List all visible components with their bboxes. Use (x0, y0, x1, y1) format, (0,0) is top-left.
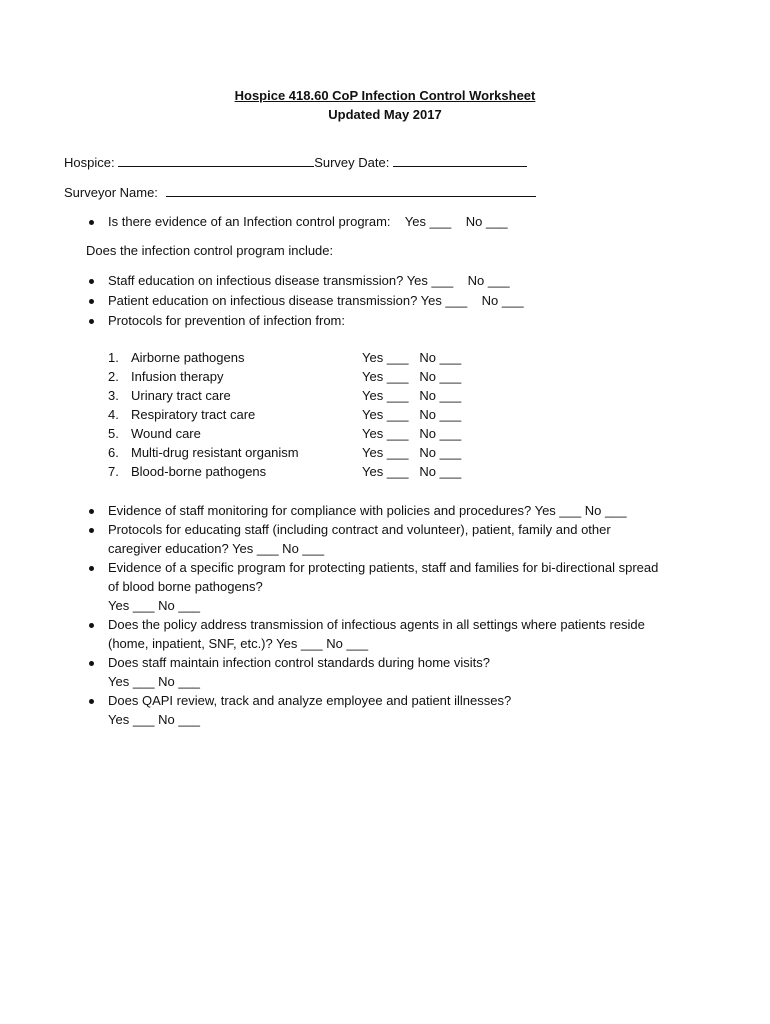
yes-option[interactable]: Yes ___ (362, 445, 409, 460)
bullet-icon (89, 279, 94, 284)
no-option[interactable]: No ___ (419, 407, 462, 422)
no-option[interactable]: No ___ (467, 273, 510, 288)
bullet-icon (89, 661, 94, 666)
page-subtitle: Updated May 2017 (328, 107, 442, 122)
item-number: 3. (108, 388, 119, 403)
question-text: Evidence of staff monitoring for compliance with policies and procedures? Yes ___ No ___ (108, 503, 627, 518)
surveyor-field-row (64, 183, 536, 202)
item-number: 7. (108, 464, 119, 479)
question-text: Does the policy address transmission of infectious agents in all settings where patients reside (108, 617, 645, 632)
protocol-label: Multi-drug resistant organism (131, 445, 299, 460)
hospice-field-row (64, 153, 527, 172)
item-number: 4. (108, 407, 119, 422)
protocol-label: Urinary tract care (131, 388, 231, 403)
bullet-icon (89, 299, 94, 304)
protocol-label: Blood-borne pathogens (131, 464, 267, 479)
section-heading: Does the infection control program include: (86, 243, 334, 258)
no-option[interactable]: No ___ (481, 293, 524, 308)
yes-option[interactable]: Yes ___ (362, 464, 409, 479)
list-item (86, 291, 686, 310)
no-option[interactable]: No ___ (419, 464, 462, 479)
protocol-label: Airborne pathogens (131, 350, 245, 365)
page-title: Hospice 418.60 CoP Infection Control Worksheet (234, 88, 536, 103)
hospice-label: Hospice: (64, 155, 115, 170)
bullet-icon (89, 319, 94, 324)
item-number: 2. (108, 369, 119, 384)
yes-option[interactable]: Yes ___ (362, 369, 409, 384)
question-text: caregiver education? Yes ___ No ___ (108, 541, 325, 556)
question-text: Protocols for educating staff (including contract and volunteer), patient, family and other (108, 522, 611, 537)
list-item (86, 212, 686, 231)
question-text: Yes ___ No ___ (108, 598, 201, 613)
no-option[interactable]: No ___ (419, 369, 462, 384)
surveyor-label: Surveyor Name: (64, 185, 158, 200)
item-number: 6. (108, 445, 119, 460)
list-item (86, 271, 686, 290)
surveyor-input-line[interactable] (166, 183, 536, 197)
question-text: Yes ___ No ___ (108, 712, 201, 727)
bullet-icon (89, 220, 94, 225)
question-text: Staff education on infectious disease transmission? Yes ___ (108, 273, 454, 288)
bullet-icon (89, 699, 94, 704)
question-text: Patient education on infectious disease transmission? Yes ___ (108, 293, 468, 308)
protocol-label: Respiratory tract care (131, 407, 256, 422)
question-text: Yes ___ No ___ (108, 674, 201, 689)
item-number: 5. (108, 426, 119, 441)
bullet-icon (89, 528, 94, 533)
bullet-icon (89, 623, 94, 628)
question-text: Protocols for prevention of infection from: (108, 313, 346, 328)
survey-date-input-line[interactable] (393, 153, 527, 167)
no-option[interactable]: No ___ (419, 350, 462, 365)
question-text: of blood borne pathogens? (108, 579, 263, 594)
yes-option[interactable]: Yes ___ (362, 388, 409, 403)
bullet-icon (89, 566, 94, 571)
question-text: Does staff maintain infection control standards during home visits? (108, 655, 491, 670)
bullet-icon (89, 509, 94, 514)
question-text: (home, inpatient, SNF, etc.)? Yes ___ No ___ (108, 636, 369, 651)
question-text: Is there evidence of an Infection control program: (108, 214, 391, 229)
yes-option[interactable]: Yes ___ (362, 407, 409, 422)
yes-option[interactable]: Yes ___ (362, 350, 409, 365)
yes-option[interactable]: Yes ___ (404, 214, 452, 229)
no-option[interactable]: No ___ (419, 426, 462, 441)
yes-option[interactable]: Yes ___ (362, 426, 409, 441)
protocol-label: Infusion therapy (131, 369, 224, 384)
question-text: Does QAPI review, track and analyze employee and patient illnesses? (108, 693, 512, 708)
no-option[interactable]: No ___ (419, 445, 462, 460)
question-text: Evidence of a specific program for protecting patients, staff and families for bi-directional spread (108, 560, 659, 575)
no-option[interactable]: No ___ (419, 388, 462, 403)
protocol-label: Wound care (131, 426, 201, 441)
no-option[interactable]: No ___ (465, 214, 508, 229)
hospice-input-line[interactable] (118, 153, 314, 167)
survey-date-label: Survey Date: (314, 155, 390, 170)
item-number: 1. (108, 350, 119, 365)
list-item (86, 311, 686, 330)
